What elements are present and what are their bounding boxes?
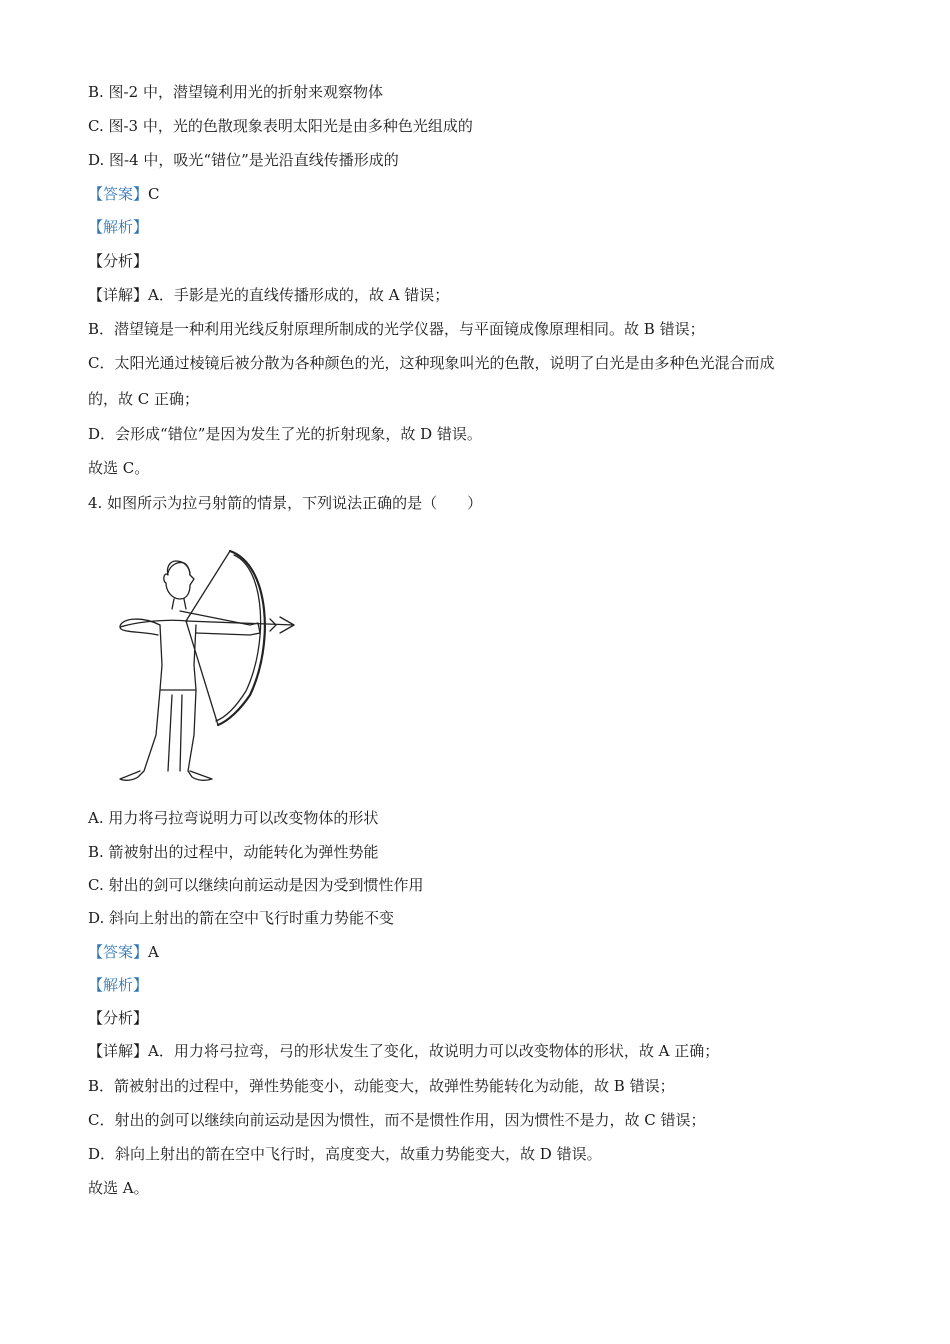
archer-right-leg <box>188 690 212 780</box>
q4-detail-tag: 【详解】 <box>88 1042 149 1060</box>
q4-detail-b: B．箭被射出的过程中，弹性势能变小，动能变大，故弹性势能转化为动能，故 B 错误； <box>88 1077 675 1095</box>
q4-detail-a-text: A．用力将弓拉弯，弓的形状发生了变化，故说明力可以改变物体的形状，故 A 正确； <box>148 1042 720 1060</box>
q4-fenxi-tag: 【分析】 <box>88 1009 149 1027</box>
q3-answer-value: C <box>148 185 160 203</box>
q4-detail-d: D．斜向上射出的箭在空中飞行时，高度变大，故重力势能变大，故 D 错误。 <box>88 1145 602 1163</box>
q3-detail-d: D．会形成“错位”是因为发生了光的折射现象，故 D 错误。 <box>88 425 482 443</box>
q4-option-c: C. 射出的剑可以继续向前运动是因为受到惯性作用 <box>88 876 424 894</box>
q4-stem: 4. 如图所示为拉弓射箭的情景，下列说法正确的是（ ） <box>88 494 483 512</box>
q3-fenxi-tag: 【分析】 <box>88 252 149 270</box>
q3-option-c: C. 图-3 中，光的色散现象表明太阳光是由多种色光组成的 <box>88 117 473 135</box>
archer-hair <box>168 562 190 575</box>
q4-analysis-tag: 【解析】 <box>88 976 149 994</box>
q3-answer-tag: 【答案】 <box>88 185 149 203</box>
q3-detail-c: C．太阳光通过棱镜后被分散为各种颜色的光，这种现象叫光的色散，说明了白光是由多种色光混合而成 <box>88 354 775 372</box>
archer-head <box>164 561 194 599</box>
q4-answer-value: A <box>148 943 159 961</box>
q4-answer-tag: 【答案】 <box>88 943 149 961</box>
q3-detail-tag: 【详解】 <box>88 286 149 304</box>
q3-analysis-tag: 【解析】 <box>88 218 149 236</box>
q3-option-b: B. 图-2 中，潜望镜利用光的折射来观察物体 <box>88 83 383 101</box>
q4-answer-line <box>88 942 159 962</box>
arrow <box>186 621 294 625</box>
q3-detail-c-cont: 的，故 C 正确； <box>88 390 200 408</box>
q3-detail-a <box>88 285 449 305</box>
q3-detail-b: B．潜望镜是一种利用光线反射原理所制成的光学仪器，与平面镜成像原理相同。故 B 错误； <box>88 320 705 338</box>
q4-option-d: D. 斜向上射出的箭在空中飞行时重力势能不变 <box>88 909 395 927</box>
archer-figure <box>110 545 310 790</box>
q4-conclusion: 故选 A。 <box>88 1179 149 1197</box>
q3-answer-line <box>88 184 160 204</box>
q3-option-d: D. 图-4 中，吸光“错位”是光沿直线传播形成的 <box>88 151 399 169</box>
q3-detail-a-text: A．手影是光的直线传播形成的，故 A 错误； <box>148 286 450 304</box>
q4-detail-c: C．射出的剑可以继续向前运动是因为惯性，而不是惯性作用，因为惯性不是力，故 C 错误； <box>88 1111 706 1129</box>
archer-left-leg <box>120 690 160 780</box>
q4-detail-a <box>88 1041 719 1061</box>
q3-conclusion: 故选 C。 <box>88 459 150 477</box>
q4-option-a: A. 用力将弓拉弯说明力可以改变物体的形状 <box>88 809 379 827</box>
q4-option-b: B. 箭被射出的过程中，动能转化为弹性势能 <box>88 843 379 861</box>
